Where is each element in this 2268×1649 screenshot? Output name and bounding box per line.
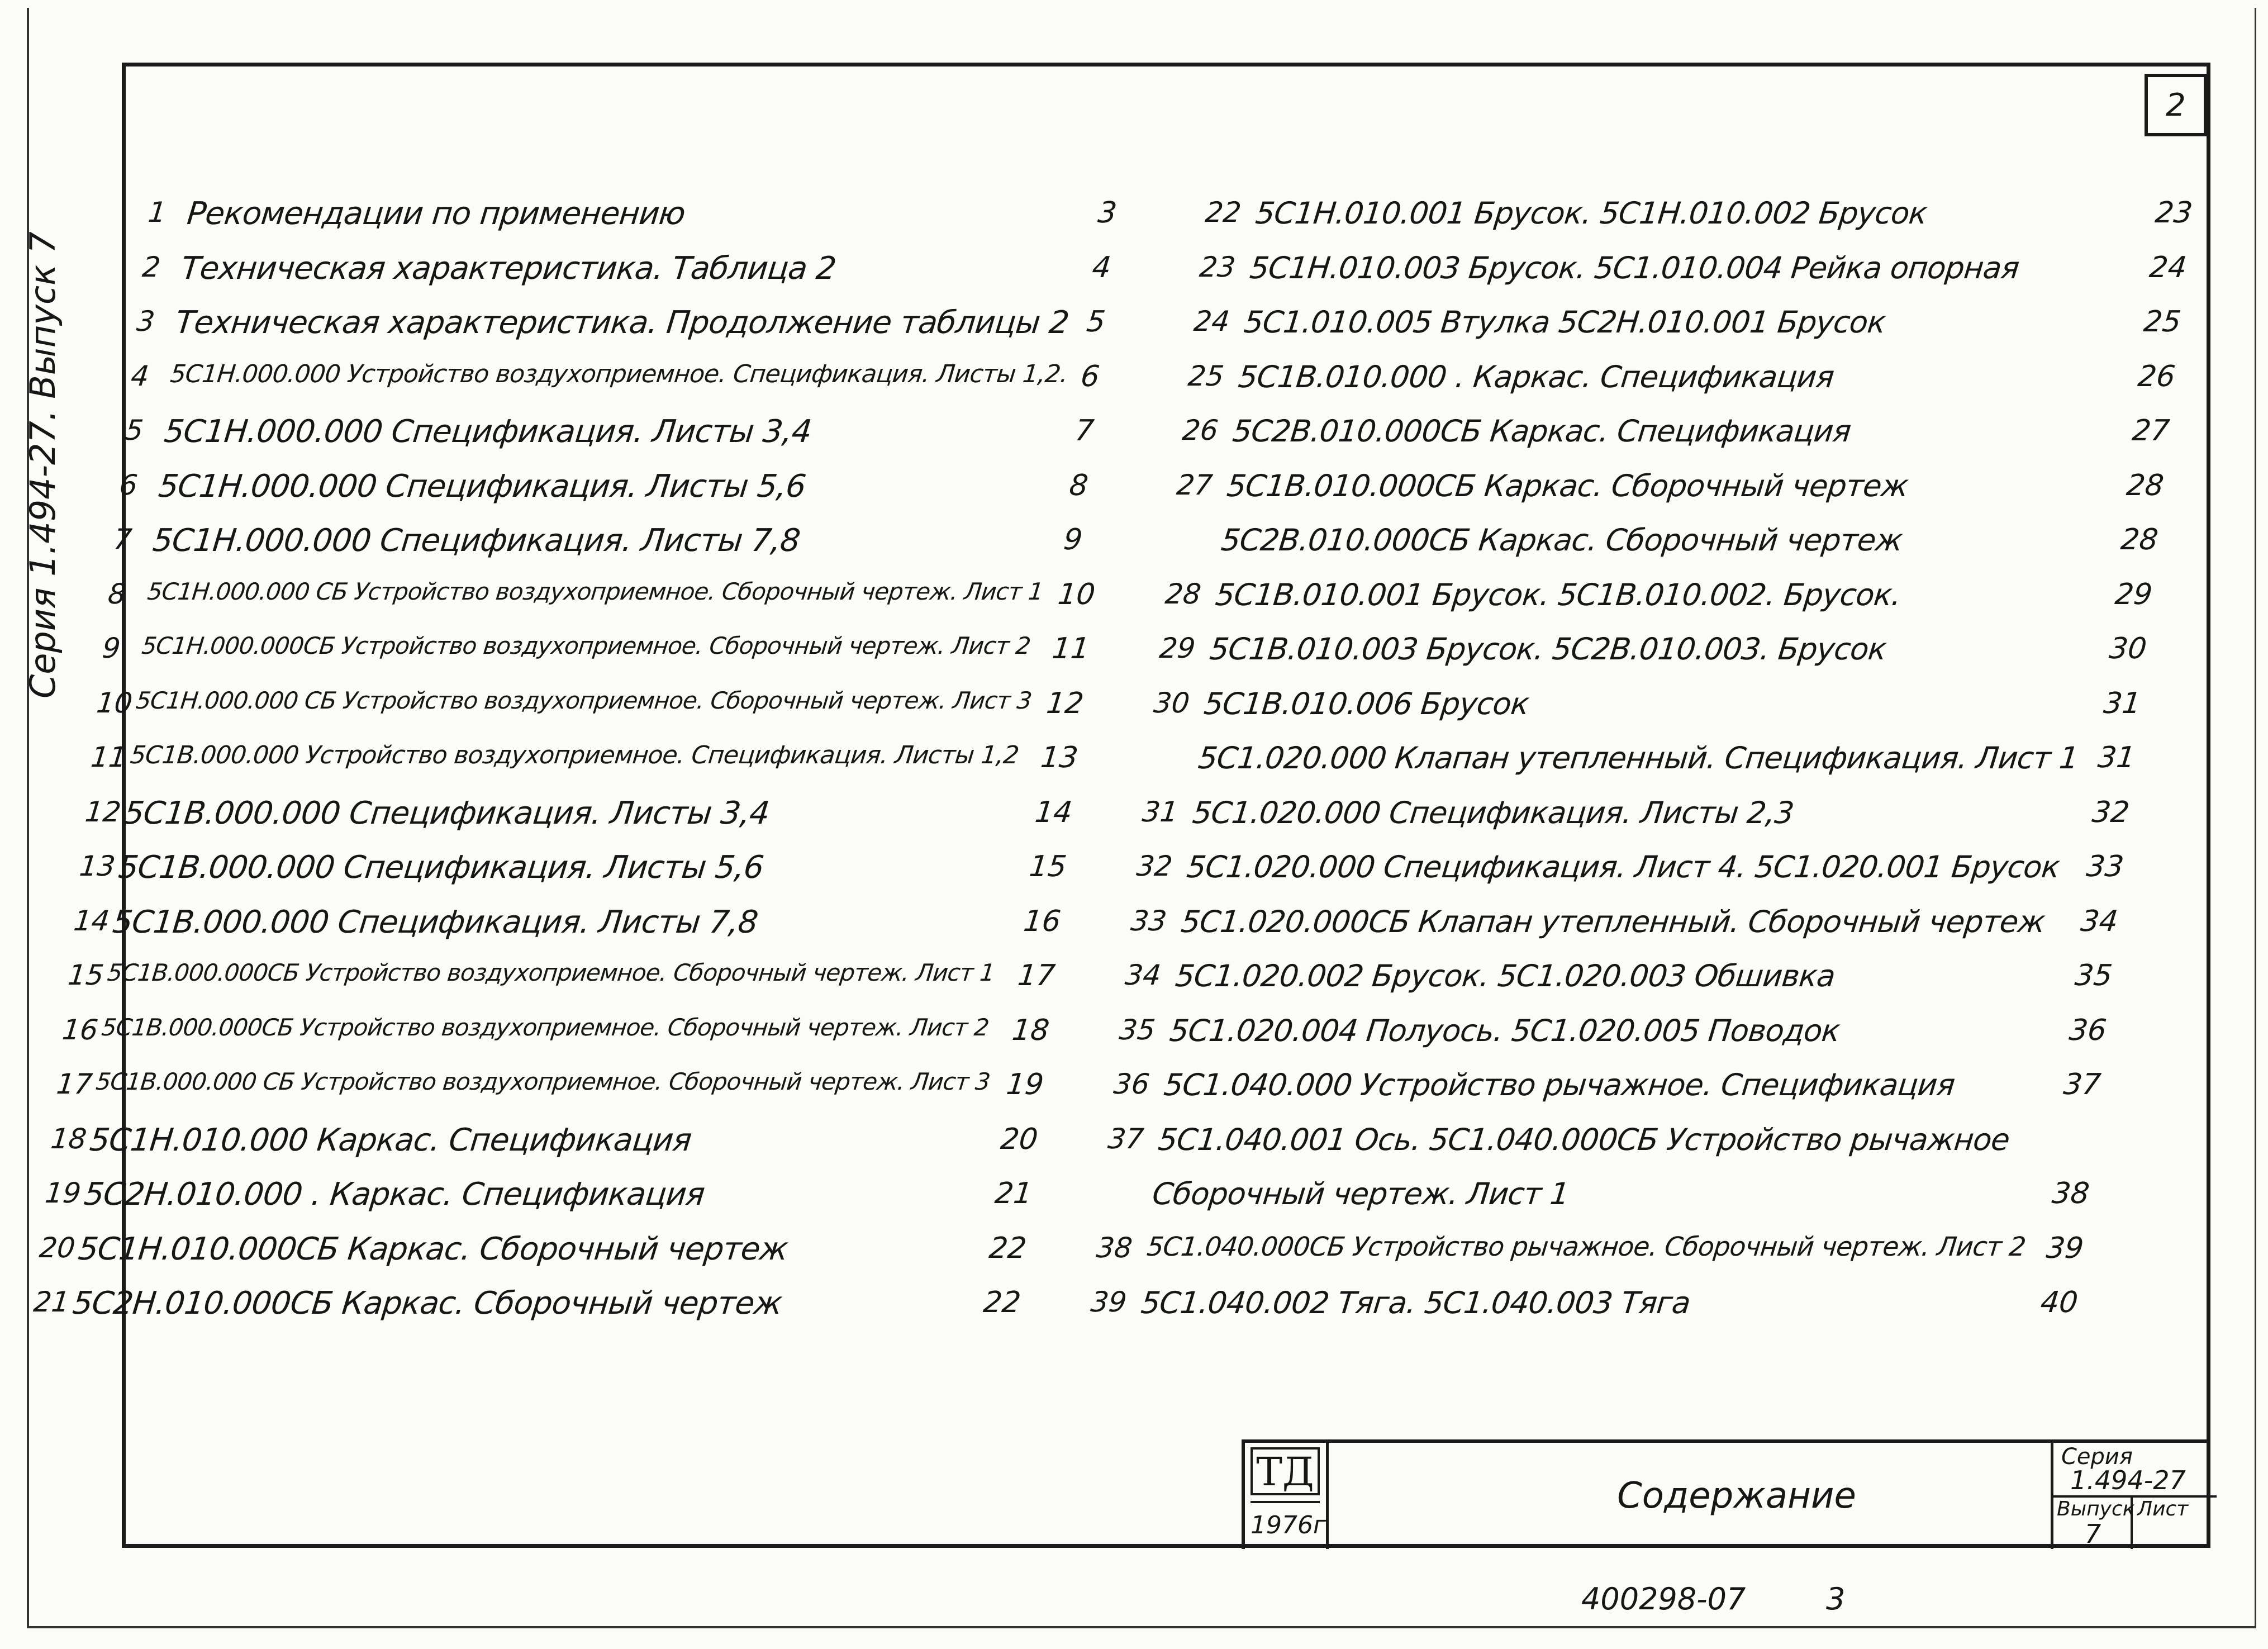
sheet-number: 2 [2166,87,2186,123]
toc-item-title: 5С2В.010.000СБ Каркас. Спецификация [1230,414,1853,449]
toc-item-number: 30 [1152,686,1191,719]
stamp-year: 1976г [1251,1501,1320,1539]
toc-item-page: 37 [2062,1068,2103,1101]
toc-item-page: 6 [1079,359,1101,393]
toc-item-title: 5С1В.000.000 Спецификация. Листы 3,4 [122,795,771,831]
toc-item-title: 5С1В.000.000СБ Устройство воздухоприемное. Сборочный чертеж. Лист 2 [100,1013,990,1041]
toc-item-title: 5С1Н.000.000 Устройство воздухоприемное. Спецификация. Листы 1,2. [169,359,1069,388]
toc-row [1151,686,2143,728]
toc-item-number: 36 [1112,1068,1152,1100]
toc-item-number: 28 [1163,577,1203,610]
toc-item-title: 5С2Н.010.000 . Каркас. Спецификация [82,1176,706,1213]
toc-item-page: 22 [987,1231,1028,1265]
toc-row [1145,740,2137,782]
toc-item-page: 27 [2131,414,2171,448]
toc-item-page: 19 [1005,1068,1045,1101]
toc-row [123,416,1121,455]
toc-item-number: 23 [1198,250,1237,283]
toc-item-title: 5С1В.000.000 Спецификация. Листы 5,6 [116,849,765,886]
toc-row [54,1070,1053,1109]
side-series-label: Серия 1.494-27. Выпуск 7 [22,231,63,698]
toc-item-number: 39 [1089,1286,1129,1318]
toc-item-page: 39 [2044,1231,2085,1265]
toc-item-page: 17 [1016,959,1057,992]
toc-item-number: 12 [83,795,123,828]
toc-item-number: 20 [37,1231,77,1264]
toc-item-number: 15 [66,959,106,991]
toc-item-number: 35 [1118,1013,1157,1046]
toc-row [83,795,1081,837]
toc-item-page: 15 [1028,850,1068,883]
toc-item-number: 7 [112,523,134,555]
toc-item-title: 5С1В.000.000 Устройство воздухоприемное. Спецификация. Листы 1,2 [129,741,1020,769]
toc-item-page: 31 [2096,741,2137,774]
toc-item-number: 25 [1186,359,1226,392]
toc-row [42,1176,1041,1218]
toc-row [1105,1121,2093,1164]
toc-item-title: Рекомендации по применению [185,196,687,232]
toc-row [1163,577,2154,619]
toc-row [1180,414,2171,455]
toc-item-title: 5С1В.010.006 Брусок [1202,686,1531,721]
toc-item-title: Техническая характеристика. Продолжение таблицы 2 [174,305,1071,341]
toc-item-page: 24 [2147,250,2189,284]
toc-row [1134,849,2126,891]
toc-item-number: 3 [135,305,156,338]
toc-item-title: 5С1.020.000 Спецификация. Листы 2,3 [1191,795,1796,830]
toc-row [100,634,1099,673]
toc-item-page: 28 [2124,468,2166,502]
toc-row [140,250,1138,292]
toc-item-number: 1 [146,196,168,229]
toc-item-number: 27 [1175,468,1214,501]
toc-row [77,849,1076,891]
toc-row [1111,1067,2103,1109]
toc-row [1088,1285,2080,1327]
toc-row [60,1013,1058,1055]
toc-item-title: 5С1Н.010.000 Каркас. Спецификация [88,1121,693,1158]
issue-label: Выпуск [2057,1498,2135,1520]
toc-item-title: Техническая характеристика. Таблица 2 [179,250,838,287]
archive-code: 400298-07 [1581,1581,1746,1617]
toc-item-page: 38 [2050,1177,2091,1210]
toc-item-number: 31 [1140,795,1180,828]
toc-item-page: 5 [1085,305,1107,339]
toc-item-page: 36 [2067,1013,2108,1047]
toc-item-page: 12 [1044,686,1086,720]
toc-row [1191,305,2183,346]
toc-item-number: 2 [141,250,162,283]
toc-item-title: 5С2Н.010.000СБ Каркас. Сборочный чертеж [70,1285,784,1322]
toc-item-number: 18 [49,1122,88,1155]
toc-row [106,577,1104,619]
toc-item-title: 5С1.020.000 Спецификация. Лист 4. 5С1.020.001 Брусок [1185,849,2061,885]
title-block [1242,1439,2210,1549]
toc-item-page: 7 [1073,414,1096,448]
toc-row [37,1230,1035,1273]
toc-item-title: 5С1.040.000СБ Устройство рычажное. Сборочный чертеж. Лист 2 [1145,1231,2027,1262]
toc-item-title: 5С1.020.002 Брусок. 5С1.020.003 Обшивка [1173,958,1837,994]
toc-item-number: 19 [43,1177,83,1209]
toc-row [88,743,1087,782]
toc-item-page: 25 [2142,305,2183,339]
toc-row [146,198,1144,237]
toc-item-page: 10 [1056,577,1097,611]
toc-row [1100,1176,2091,1218]
toc-item-number: 22 [1204,196,1243,229]
toc-row [111,522,1110,564]
toc-item-number: 5 [123,414,145,446]
toc-item-page: 26 [2136,359,2177,393]
toc-item-title: 5С1.020.000СБ Клапан утепленный. Сборочный чертеж [1179,904,2047,939]
title-block-series [2051,1443,2214,1549]
toc-item-title: Сборочный чертеж. Лист 1 [1150,1176,1571,1211]
toc-row [129,359,1127,401]
toc-item-page: 16 [1021,904,1063,938]
td-logo: ТД [1251,1447,1320,1495]
toc-item-page: 23 [2153,196,2194,230]
toc-row [1157,631,2148,673]
toc-item-page: 4 [1090,250,1113,284]
toc-item-page: 8 [1067,468,1090,502]
toc-item-page: 3 [1096,196,1119,230]
toc-item-page: 14 [1033,795,1074,829]
toc-item-page: 35 [2073,959,2114,992]
toc-item-page: 9 [1062,523,1085,557]
toc-item-title: 5С1.040.002 Тяга. 5С1.040.003 Тяга [1139,1285,1692,1320]
toc-item-page: 20 [999,1122,1040,1156]
toc-row [134,307,1133,346]
toc-item-number: 13 [78,850,117,882]
toc-item-title: 5С1.040.001 Ось. 5С1.040.000СБ Устройство рычажное [1156,1121,2012,1157]
toc-item-title: 5С1Н.000.000 Спецификация. Листы 3,4 [162,414,814,450]
series-value: 1.494-27 [2070,1465,2186,1495]
toc-item-title: 5С1В.000.000 Спецификация. Листы 7,8 [111,904,760,940]
toc-item-number: 14 [72,904,111,937]
toc-row [65,961,1064,1000]
document-title: Содержание [1617,1475,1856,1517]
toc-item-number: 6 [118,468,139,501]
toc-item-title: 5С1Н.000.000 Спецификация. Листы 7,8 [151,522,802,559]
toc-item-number: 38 [1095,1231,1134,1264]
toc-item-number: 32 [1135,850,1175,882]
toc-item-page: 33 [2085,850,2126,883]
toc-row [117,468,1115,510]
toc-item-title: 5С1.040.000 Устройство рычажное. Спецификация [1162,1067,1957,1102]
toc-row [1197,250,2189,292]
toc-item-title: 5С1Н.000.000СБ Устройство воздухоприемное. Сборочный чертеж. Лист 2 [140,632,1032,659]
toc-item-number: 29 [1158,632,1197,664]
toc-row [71,904,1069,946]
toc-item-title: 5С1.020.000 Клапан утепленный. Спецификация. Лист 1 [1196,740,2080,776]
toc-item-page: 29 [2113,577,2154,611]
series-label: Серия [2061,1444,2133,1470]
toc-item-title: 5С1В.010.003 Брусок. 5С2В.010.003. Брусок [1207,631,1888,667]
toc-item-number: 9 [101,632,122,664]
toc-item-title: 5С1В.000.000СБ Устройство воздухоприемное. Сборочный чертеж. Лист 1 [106,959,996,986]
toc-item-title: 5С1Н.010.000СБ Каркас. Сборочный чертеж [76,1230,790,1267]
sheet-label: Лист [2137,1498,2189,1520]
toc-row [1123,958,2114,1000]
toc-item-page: 40 [2039,1286,2080,1319]
toc-item-title: 5С1.020.004 Полуось. 5С1.020.005 Поводок [1168,1013,1842,1048]
toc-item-page: 31 [2101,686,2143,720]
toc-item-page: 11 [1050,632,1091,666]
toc-item-page: 22 [982,1286,1023,1319]
issue-value: 7 [2085,1519,2101,1549]
toc-row [94,686,1092,728]
toc-item-title: 5С1Н.000.000 СБ Устройство воздухоприемное. Сборочный чертеж. Лист 3 [135,686,1033,714]
toc-item-number: 8 [106,577,128,610]
toc-row [31,1285,1030,1327]
toc-row [1117,1013,2108,1055]
archive-number: 3 [1826,1581,1846,1617]
toc-item-title: 5С1В.000.000 СБ Устройство воздухоприемное. Сборочный чертеж. Лист 3 [94,1068,991,1095]
toc-item-number: 4 [129,359,151,392]
toc-row [1168,522,2160,564]
toc-item-title: 5С1Н.010.001 Брусок. 5С1Н.010.002 Брусок [1253,196,1929,231]
toc-item-number: 33 [1129,904,1168,937]
toc-item-number: 17 [55,1068,94,1100]
toc-row [1186,359,2177,401]
toc-row [1174,468,2166,510]
toc-item-title: 5С1В.010.000 . Каркас. Спецификация [1237,359,1836,395]
toc-item-title: 5С2В.010.000СБ Каркас. Сборочный чертеж [1219,522,1904,558]
toc-row [1094,1231,2085,1273]
toc-item-number: 10 [95,686,134,719]
toc-row [1203,196,2194,237]
toc-row [48,1121,1047,1164]
toc-item-number: 16 [60,1013,100,1046]
toc-item-title: 5С1.010.005 Втулка 5С2Н.010.001 Брусок [1242,305,1887,340]
sheet-number-box [2145,74,2207,136]
toc-item-number: 34 [1123,959,1163,991]
toc-item-page: 18 [1010,1013,1051,1047]
toc-item-number: 11 [89,741,129,773]
toc-item-title: 5С1Н.000.000 Спецификация. Листы 5,6 [156,468,807,505]
toc-item-page: 13 [1039,741,1080,774]
toc-item-page: 21 [993,1177,1034,1210]
toc-item-title: 5С1Н.000.000 СБ Устройство воздухоприемное. Сборочный чертеж. Лист 1 [146,577,1044,605]
toc-item-title: 5С1Н.010.003 Брусок. 5С1.010.004 Рейка опорная [1248,250,2021,286]
toc-item-page: 34 [2079,904,2120,938]
toc-row [1128,904,2120,946]
toc-item-number: 21 [32,1286,72,1318]
toc-item-page: 28 [2119,523,2160,557]
toc-item-number: 24 [1192,305,1232,338]
toc-row [1140,795,2131,837]
toc-item-number: 26 [1181,414,1220,446]
toc-item-title: 5С1В.010.001 Брусок. 5С1В.010.002. Брусок. [1214,577,1903,612]
toc-item-title: 5С1В.010.000СБ Каркас. Сборочный чертеж [1225,468,1910,503]
toc-item-number: 37 [1106,1122,1145,1155]
toc-item-page: 32 [2090,795,2131,829]
title-block-org [1245,1443,1329,1549]
toc-item-page: 30 [2108,632,2148,666]
